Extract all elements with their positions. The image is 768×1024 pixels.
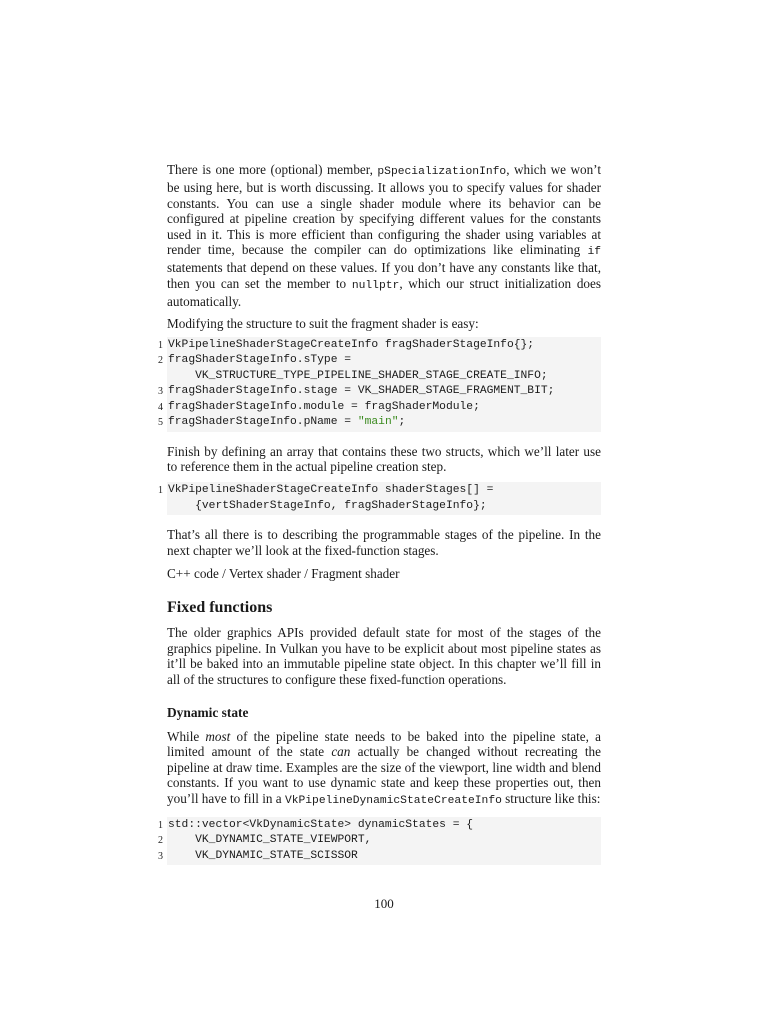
line-number: 1 (158, 820, 163, 831)
line-number: 3 (158, 386, 163, 398)
code-text: VK_DYNAMIC_STATE_VIEWPORT, (168, 834, 372, 847)
line-number: 5 (158, 417, 163, 429)
inline-code: pSpecializationInfo (377, 166, 507, 178)
text: structure like this: (501, 790, 601, 806)
emphasis: can (331, 744, 351, 760)
code-text: VK_STRUCTURE_TYPE_PIPELINE_SHADER_STAGE_CREATE_INFO; (168, 369, 548, 382)
line-number: 2 (158, 835, 163, 847)
text: statements that depend on these values. If you don’t have any constants like that, then you can set the member to (167, 260, 601, 291)
code-block-frag-shader-stage (158, 337, 601, 431)
inline-code: if (587, 246, 601, 259)
code-line (158, 384, 601, 399)
text: , which our struct initialization does automatically. (167, 275, 601, 310)
code-text: VK_DYNAMIC_STATE_SCISSOR (168, 849, 358, 862)
code-text: VkPipelineShaderStageCreateInfo shaderStages[] = (168, 484, 494, 497)
text: While (167, 728, 206, 744)
code-line (158, 338, 601, 353)
text: , which we won’t be using here, but is worth discussing. It allows you to specify values for shader constants. You can use a single shader module where its behavior can be configured at pipeline creation by specifying different values for the constants used in it. This is more efficient than configuring the shader using variables at render time, because the compiler can do optimizations like eliminating (167, 162, 601, 258)
line-number: 1 (158, 340, 163, 352)
paragraph-thats-all: That’s all there is to describing the programmable stages of the pipeline. In the next chapter we’ll look at the fixed-function stages. (167, 527, 601, 558)
text: of the pipeline state needs to be baked into the pipeline state, a limited amount of the state (167, 728, 601, 760)
code-line (158, 353, 601, 368)
code-text: fragShaderStageInfo.pName = (168, 416, 358, 429)
code-line (158, 818, 601, 833)
code-block-dynamic-states (158, 817, 601, 865)
heading-fixed-functions: Fixed functions (167, 599, 273, 617)
code-text: ; (398, 416, 406, 429)
page-number: 100 (374, 896, 394, 911)
line-number: 1 (158, 485, 163, 497)
code-line (158, 849, 601, 864)
code-text: fragShaderStageInfo.sType = (168, 354, 352, 367)
paragraph-modify: Modifying the structure to suit the fragment shader is easy: (167, 315, 479, 331)
code-line (158, 415, 601, 430)
page-content (158, 162, 601, 865)
code-line (158, 400, 601, 415)
inline-code: nullptr (351, 279, 400, 292)
paragraph-dynamic-state (167, 729, 601, 809)
code-line (158, 833, 601, 848)
code-block-shader-stages (158, 482, 601, 515)
code-text: std::vector<VkDynamicState> dynamicStates = { (168, 819, 474, 831)
text: There is one more (optional) member, (167, 162, 378, 177)
line-number: 3 (158, 850, 163, 862)
paragraph-fixed-functions: The older graphics APIs provided default state for most of the stages of the graphics pipeline. In Vulkan you have to be explicit about most pipeline states as it’ll be baked into an immutable pipeline state object. In this chapter we’ll fill in all of the structures to configure these fixed-function operations. (167, 625, 601, 687)
line-number: 4 (158, 401, 163, 413)
inline-code: VkPipelineDynamicStateCreateInfo (284, 794, 502, 807)
heading-dynamic-state: Dynamic state (167, 704, 249, 720)
code-text: {vertShaderStageInfo, fragShaderStageInfo}; (168, 499, 487, 512)
text: actually be changed without recreating the pipeline at draw time. Examples are the size of the viewport, line width and blend constants. If you want to use dynamic state and keep these properties out, then you’ll have to fill in a (167, 744, 601, 806)
code-line-continuation (167, 499, 601, 514)
code-line-continuation (167, 369, 601, 384)
code-line (158, 483, 601, 498)
paragraph-source-links: C++ code / Vertex shader / Fragment shader (167, 565, 400, 581)
code-text: fragShaderStageInfo.stage = VK_SHADER_STAGE_FRAGMENT_BIT; (168, 385, 555, 398)
paragraph-finish: Finish by defining an array that contains these two structs, which we’ll later use to reference them in the actual pipeline creation step. (167, 443, 601, 474)
code-text: VkPipelineShaderStageCreateInfo fragShaderStageInfo{}; (168, 339, 535, 352)
paragraph-specialization-info (167, 162, 601, 310)
code-text: fragShaderStageInfo.module = fragShaderModule; (168, 400, 480, 413)
emphasis: most (205, 728, 231, 744)
code-string-literal: "main" (357, 416, 399, 429)
line-number: 2 (158, 355, 163, 367)
